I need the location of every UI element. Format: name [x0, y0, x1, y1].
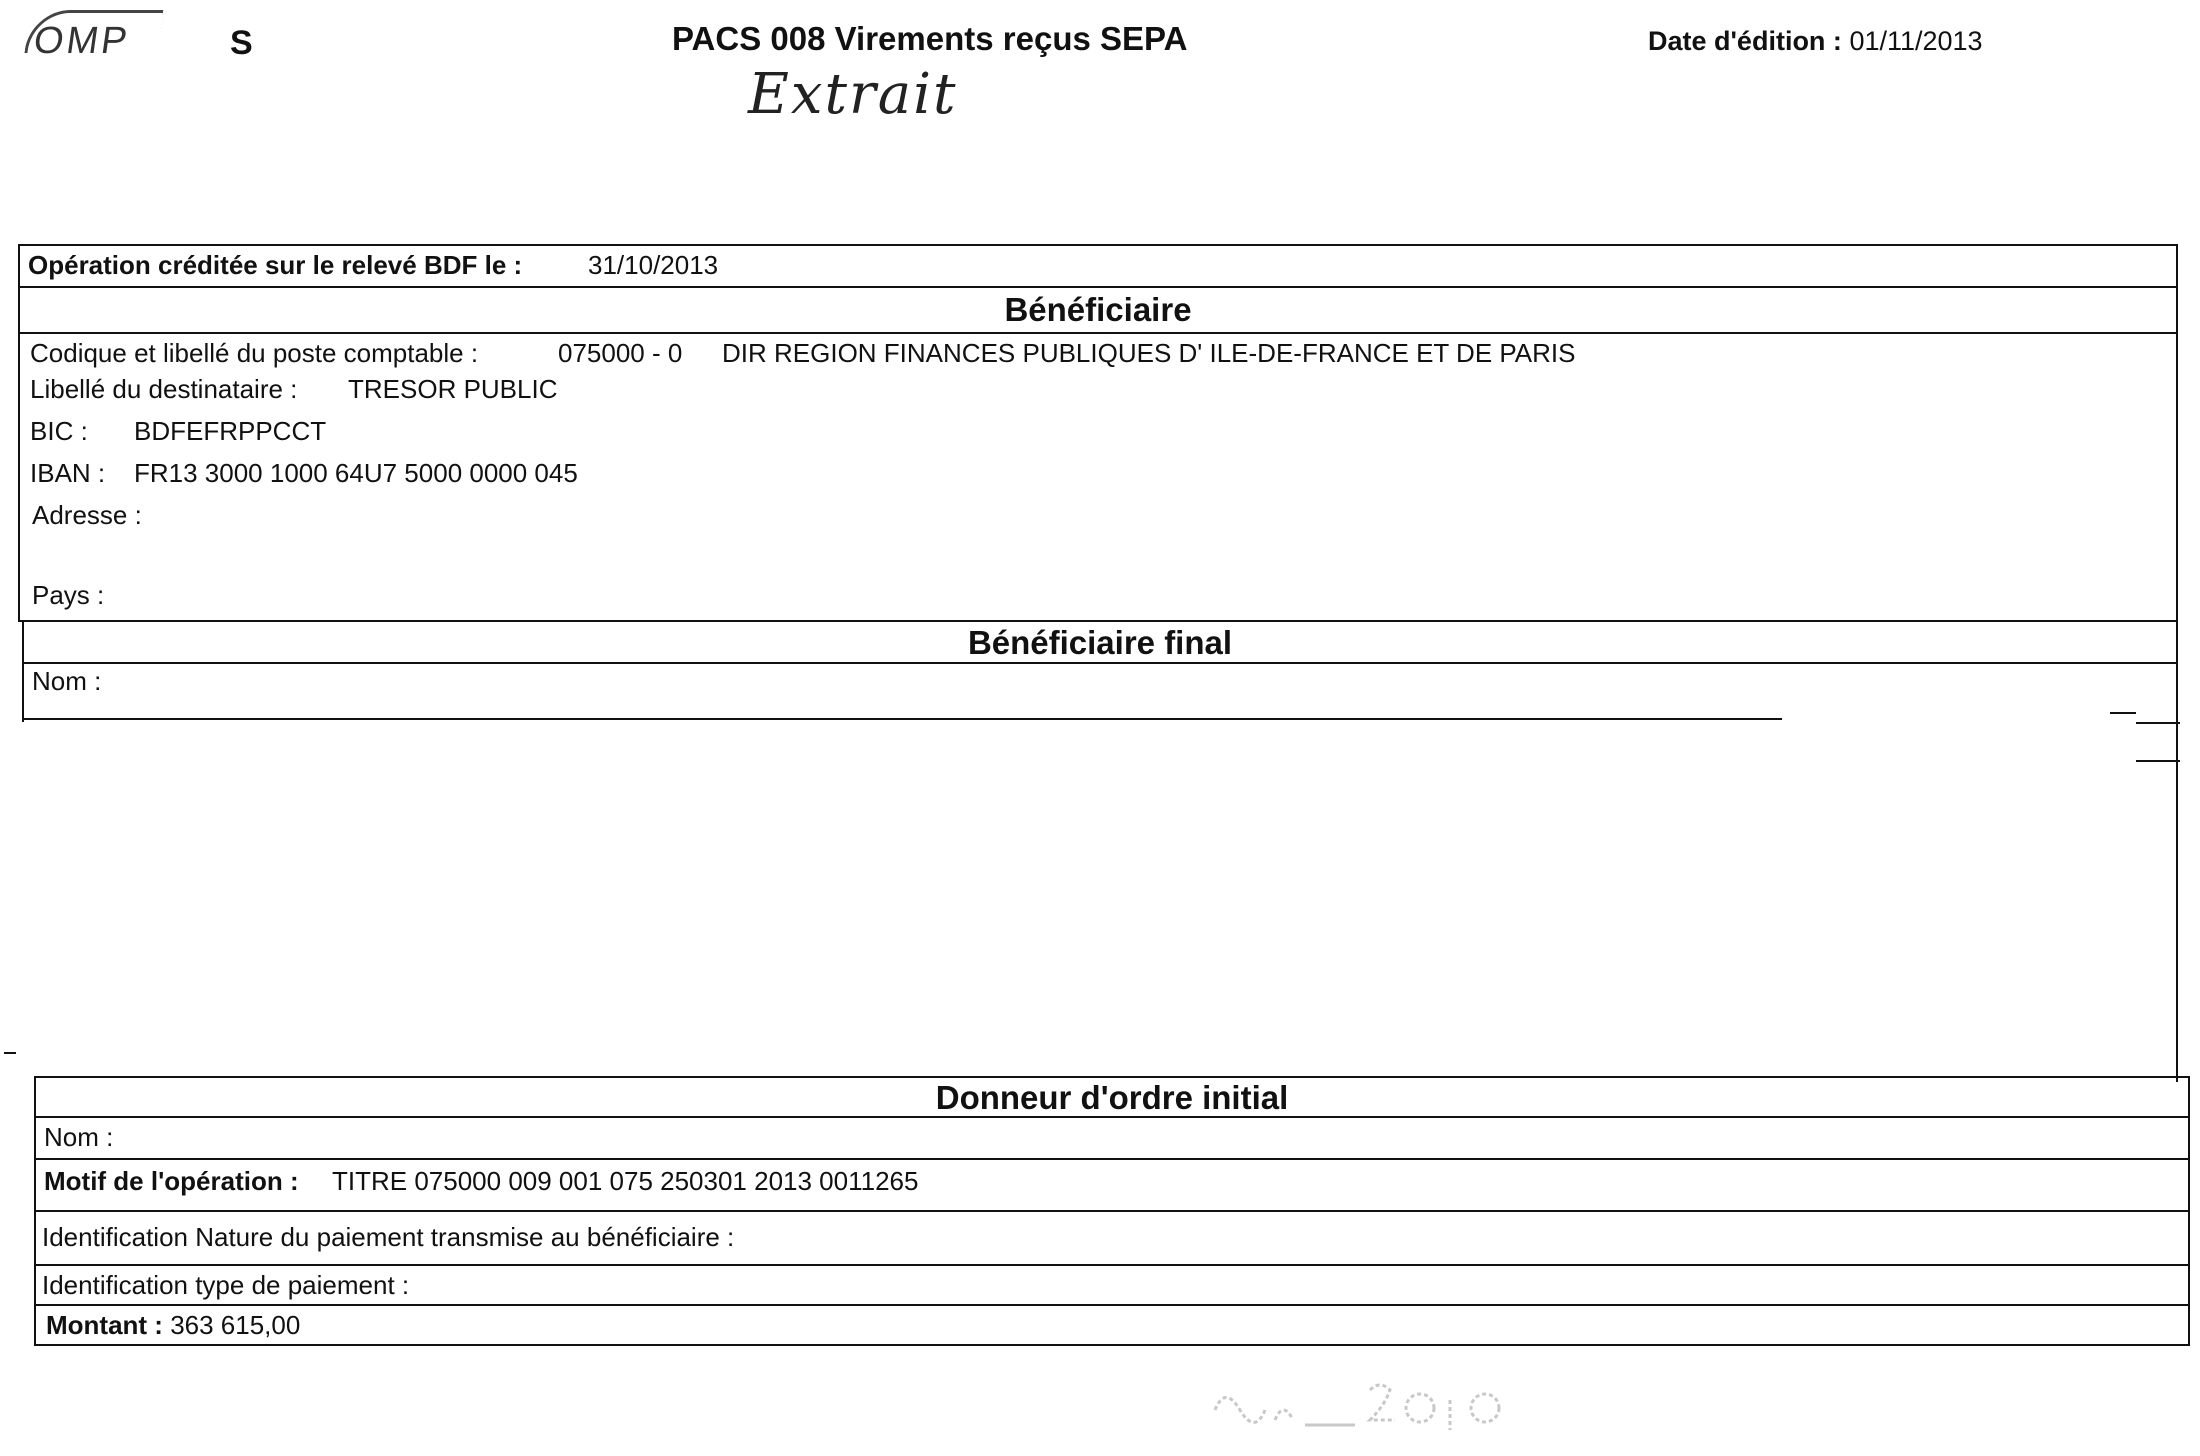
divider [2136, 760, 2180, 762]
motif-label: Motif de l'opération : [44, 1166, 299, 1196]
nature-label: Identification Nature du paiement transmise au bénéficiaire : [42, 1222, 735, 1252]
beneficiaire-title: Bénéficiaire [1004, 291, 1192, 328]
pays-row [20, 580, 2176, 620]
bic-label: BIC : [30, 416, 88, 446]
nature-row [36, 1210, 2188, 1264]
divider [2176, 662, 2178, 1082]
document-title: PACS 008 Virements reçus SEPA [672, 20, 1188, 57]
pays-label: Pays : [32, 580, 105, 610]
edition-date-label: Date d'édition : [1648, 26, 1842, 56]
operation-label: Opération créditée sur le relevé BDF le : [28, 250, 523, 280]
divider [22, 718, 1782, 720]
type-label: Identification type de paiement : [42, 1270, 410, 1300]
divider [2136, 722, 2180, 724]
destinataire-value: TRESOR PUBLIC [348, 374, 558, 404]
edition-date-value: 01/11/2013 [1849, 26, 1983, 56]
donneur-nom-label: Nom : [44, 1122, 114, 1152]
bic-value: BDFEFRPPCCT [134, 416, 327, 446]
logo [31, 20, 133, 63]
adresse-row [20, 498, 2176, 540]
logo-text: OMP [31, 20, 133, 62]
donneur-title: Donneur d'ordre initial [935, 1079, 1289, 1116]
poste-label: Codique et libellé du poste comptable : [30, 338, 479, 368]
operation-date: 31/10/2013 [588, 250, 719, 280]
divider [2110, 712, 2136, 714]
handwritten-note: Extrait [748, 62, 958, 127]
poste-code: 075000 - 0 [558, 338, 683, 368]
iban-label: IBAN : [30, 458, 106, 488]
destinataire-row [20, 372, 2176, 414]
logo-arc [24, 10, 163, 53]
divider [22, 662, 24, 722]
beneficiaire-final-section [22, 620, 2178, 664]
donneur-section [34, 1076, 2190, 1346]
operation-line [20, 250, 2176, 288]
montant [46, 1310, 300, 1341]
logo-suffix: S [230, 24, 253, 62]
iban-value: FR13 3000 1000 64U7 5000 0000 045 [134, 458, 578, 488]
beneficiaire-final-title: Bénéficiaire final [967, 624, 1233, 661]
iban-row [20, 456, 2176, 498]
poste-libelle: DIR REGION FINANCES PUBLIQUES D' ILE-DE-FRANCE ET DE PARIS [722, 338, 1576, 368]
final-nom-row [32, 662, 432, 702]
poste-row [20, 332, 2176, 372]
bic-row [20, 414, 2176, 456]
adresse-label: Adresse : [32, 500, 142, 530]
montant-label: Montant : [46, 1310, 163, 1340]
faint-stamp [1205, 1370, 1565, 1453]
type-row [36, 1264, 2188, 1304]
final-nom-label: Nom : [32, 666, 102, 696]
beneficiaire-section [18, 286, 2178, 622]
motif-row [36, 1158, 2188, 1210]
donneur-nom-row [36, 1116, 2188, 1158]
montant-row [36, 1304, 2188, 1344]
motif-value: TITRE 075000 009 001 075 250301 2013 0011265 [332, 1166, 919, 1196]
divider [4, 1052, 16, 1054]
operation-row [18, 244, 2178, 288]
destinataire-label: Libellé du destinataire : [30, 374, 298, 404]
faint-stamp-icon [1205, 1370, 1565, 1440]
edition-date [1648, 26, 1983, 57]
montant-value: 363 615,00 [170, 1310, 301, 1340]
